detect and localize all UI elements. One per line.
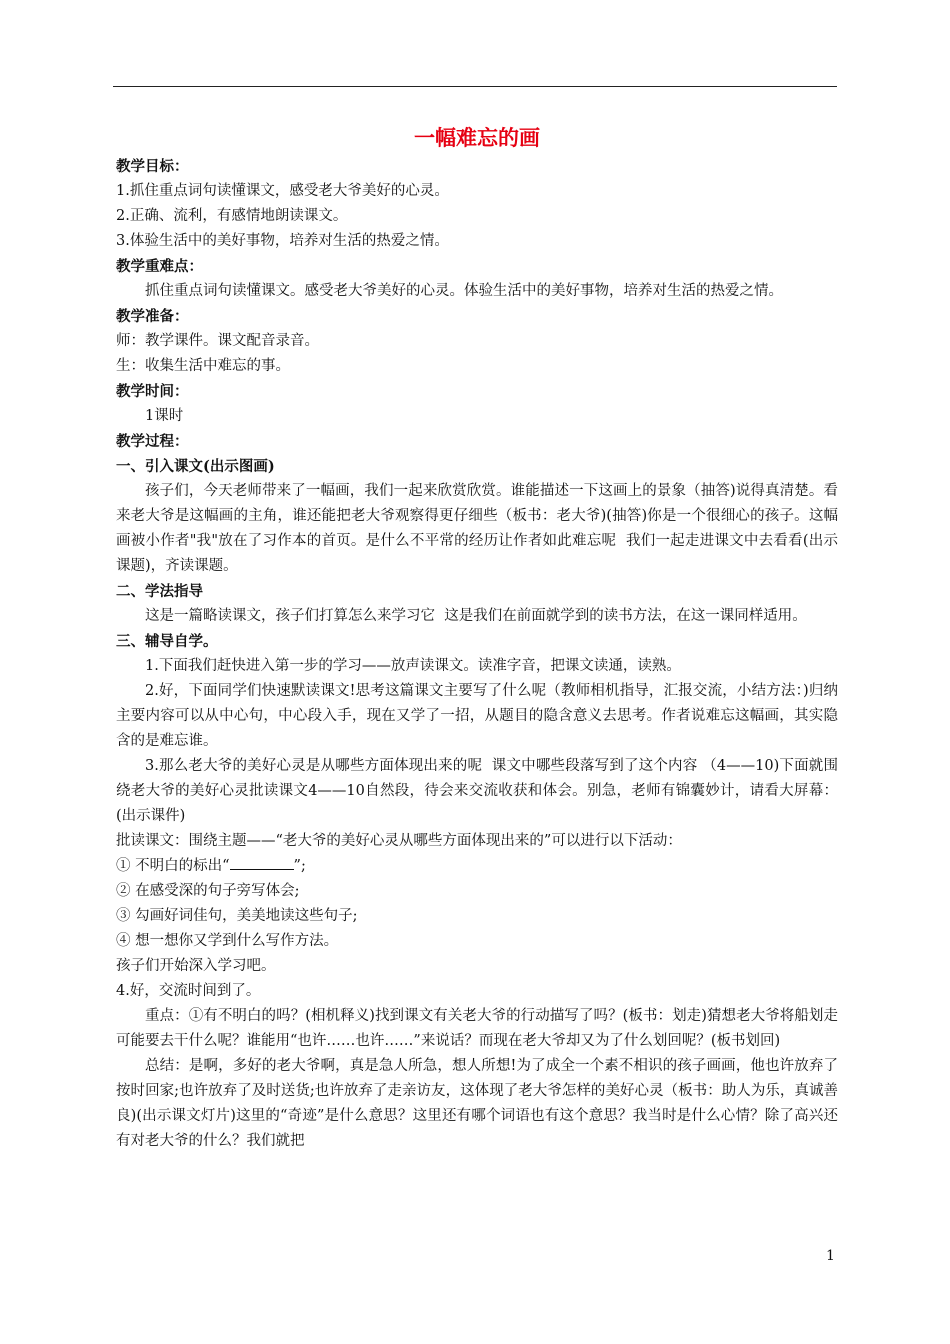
- activity-1: [116, 854, 838, 879]
- step-2: 2.好，下面同学们快速默读课文!思考这篇课文主要写了什么呢（教师相机指导，汇报交流，小结方法：)归纳主要内容可以从中心句，中心段入手，现在又学了一招，从题目的隐含意义去思考。作者说难忘这幅画，其实隐含的是难忘谁。: [116, 683, 838, 749]
- step-1: 1.下面我们赶快进入第一步的学习——放声读课文。读准字音，把课文读通，读熟。: [145, 658, 681, 674]
- header-rule: [113, 86, 837, 87]
- step-4: 4.好，交流时间到了。: [116, 983, 261, 999]
- focus-text: 重点：①有不明白的吗？(相机释义)找到课文有关老大爷的行动描写了吗？(板书：划走)猜想老大爷将船划走可能要去干什么呢？谁能用“也许……也许……”来说话？而现在老大爷却又为了什么划回呢？(板书划回): [116, 1008, 838, 1049]
- document-body: [116, 124, 838, 1154]
- goals-heading: 教学目标：: [116, 158, 189, 175]
- activity-1-suffix: ”;: [293, 858, 306, 874]
- process-heading: 教学过程：: [116, 433, 189, 450]
- activity-4: ④ 想一想你又学到什么写作方法。: [116, 933, 339, 949]
- fill-blank: [230, 855, 294, 870]
- key-points-text: 抓住重点词句读懂课文。感受老大爷美好的心灵。体验生活中的美好事物，培养对生活的热爱之情。: [145, 283, 783, 299]
- goal-item: 3.体验生活中的美好事物，培养对生活的热爱之情。: [116, 233, 449, 249]
- annotate-intro: 批读课文：围绕主题——“老大爷的美好心灵从哪些方面体现出来的”可以进行以下活动：: [116, 833, 682, 849]
- begin-text: 孩子们开始深入学习吧。: [116, 958, 276, 974]
- document-title: 一幅难忘的画: [414, 125, 540, 150]
- preparation-item: 师：教学课件。课文配音录音。: [116, 333, 319, 349]
- page-number: 1: [826, 1248, 835, 1264]
- part2-heading: 二、学法指导: [116, 583, 203, 600]
- part1-text: 孩子们，今天老师带来了一幅画，我们一起来欣赏欣赏。谁能描述一下这画上的景象（抽答)说得真清楚。看来老大爷是这幅画的主角，谁还能把老大爷观察得更仔细些（板书：老大爷)(抽答)你是一个很细心的孩子。这幅画被小作者"我"放在了习作本的首页。是什么不平常的经历让作者如此难忘呢 我们一起走进课文中去看看(出示课题)，齐读课题。: [116, 483, 838, 574]
- part3-heading: 三、辅导自学。: [116, 633, 218, 650]
- activity-3: ③ 勾画好词佳句，美美地读这些句子;: [116, 908, 358, 924]
- time-heading: 教学时间：: [116, 383, 189, 400]
- activity-1-prefix: ① 不明白的标出“: [116, 858, 230, 874]
- preparation-heading: 教学准备：: [116, 308, 189, 325]
- key-points-heading: 教学重难点：: [116, 258, 203, 275]
- preparation-item: 生：收集生活中难忘的事。: [116, 358, 290, 374]
- part2-text: 这是一篇略读课文，孩子们打算怎么来学习它 这是我们在前面就学到的读书方法，在这一课同样适用。: [145, 608, 807, 624]
- step-3: 3.那么老大爷的美好心灵是从哪些方面体现出来的呢 课文中哪些段落写到了这个内容 （4——10)下面就围绕老大爷的美好心灵批读课文4——10自然段，待会来交流收获和体会。别急，老师有锦囊妙计，请看大屏幕：(出示课件): [116, 758, 838, 824]
- goal-item: 2.正确、流利，有感情地朗读课文。: [116, 208, 348, 224]
- part1-heading: 一、引入课文(出示图画): [116, 458, 275, 475]
- activity-2: ② 在感受深的句子旁写体会;: [116, 883, 300, 899]
- summary-text: 总结：是啊，多好的老大爷啊，真是急人所急，想人所想!为了成全一个素不相识的孩子画画，他也许放弃了按时回家;也许放弃了及时送货;也许放弃了走亲访友，这体现了老大爷怎样的美好心灵（板书：助人为乐，真诚善良)(出示课文灯片)这里的“奇迹”是什么意思？这里还有哪个词语也有这个意思？我当时是什么心情？除了高兴还有对老大爷的什么？我们就把: [116, 1058, 838, 1149]
- time-text: 1课时: [145, 408, 184, 424]
- goal-item: 1.抓住重点词句读懂课文，感受老大爷美好的心灵。: [116, 183, 449, 199]
